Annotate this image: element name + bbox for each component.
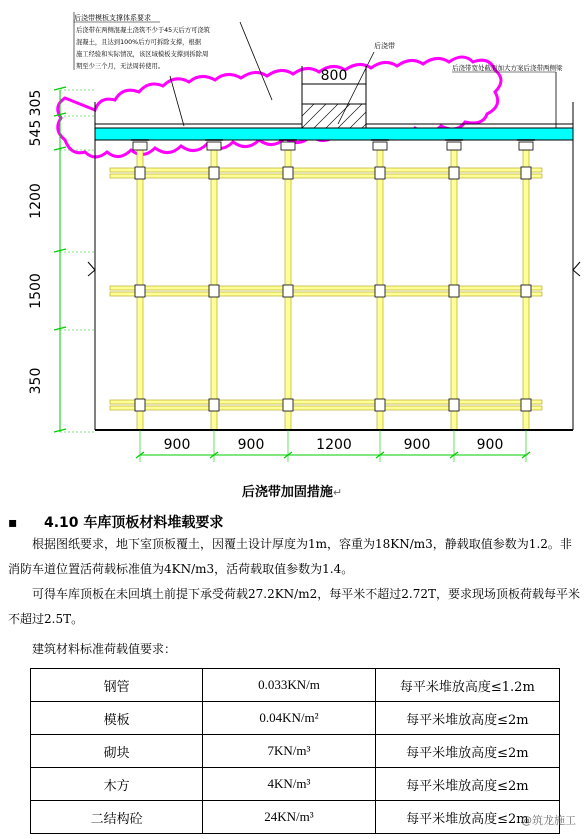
leader-line-2 — [170, 76, 184, 126]
vdim-label: 350 — [28, 367, 44, 395]
load-value-cell: 0.033KN/m — [203, 669, 375, 702]
coupler — [283, 285, 293, 297]
section-number: 4.10 — [44, 515, 79, 531]
coupler — [209, 167, 219, 179]
load-value-cell: 0.04KN/m² — [203, 702, 375, 735]
coupler — [449, 167, 459, 179]
note-line-4: 施工经验和实际情况，该区域模板支撑到拆除周 — [76, 51, 209, 58]
ledger-lower — [110, 406, 542, 410]
table-row — [31, 669, 560, 702]
section-title: 车库顶板材料堆载要求 — [83, 515, 224, 531]
vdim-label: 1500 — [28, 273, 44, 309]
table-row — [31, 768, 560, 801]
revision-cloud — [58, 57, 501, 157]
coupler — [209, 285, 219, 297]
watermark: @筑龙施工 — [521, 814, 576, 827]
vdim-label: 545 — [28, 119, 44, 147]
vdim-label: 305 — [28, 89, 44, 117]
coupler — [449, 285, 459, 297]
coupler — [135, 399, 145, 411]
coupler — [375, 167, 385, 179]
break-mark-right — [573, 262, 580, 276]
vdim-label: 1200 — [28, 183, 44, 219]
material-load-table — [30, 668, 560, 834]
slab — [95, 128, 573, 140]
table-row — [31, 702, 560, 735]
hdim-label: 900 — [163, 437, 191, 453]
prop-head — [281, 142, 295, 150]
note-line-3: 混凝土，且达到100%后方可拆除支撑，根据 — [76, 39, 202, 46]
table-row — [31, 735, 560, 768]
hdim-label: 900 — [403, 437, 431, 453]
material-name-cell: 砌块 — [31, 735, 203, 768]
leader-line-1 — [240, 22, 272, 100]
coupler — [449, 399, 459, 411]
prop-head — [207, 142, 221, 150]
height-limit-cell: 每平米堆放高度≤2m — [375, 735, 559, 768]
coupler — [283, 399, 293, 411]
hdim-label: 900 — [237, 437, 265, 453]
height-limit-cell: 每平米堆放高度≤2m — [375, 801, 559, 834]
coupler — [375, 399, 385, 411]
coupler — [375, 285, 385, 297]
paragraph-3 — [8, 637, 580, 662]
prop-head — [373, 142, 387, 150]
coupler — [135, 285, 145, 297]
note-title: 后浇带模板支撑体系要求 — [74, 14, 151, 22]
horizontal-dimensions — [136, 430, 530, 462]
bullet: ▪ — [8, 515, 18, 531]
height-limit-cell: 每平米堆放高度≤2m — [375, 768, 559, 801]
vdim-tick — [54, 87, 66, 90]
break-mark-left — [88, 262, 95, 276]
prop-head — [447, 142, 461, 150]
coupler — [209, 399, 219, 411]
ledger-lower — [110, 174, 542, 178]
hdim-label: 1200 — [316, 437, 352, 453]
coupler — [521, 399, 531, 411]
paragraph-1: 根据图纸要求，地下室顶板覆土，因覆土设计厚度为1m，容重为18KN/m3，静载取值参数为1.2。非消防车道位置活荷载标准值为4KN/m3，活荷载取值参数为1.4。 — [8, 537, 572, 576]
load-value-cell: 7KN/m³ — [203, 735, 375, 768]
paragraph-2: 可得车库顶板在未回填土前提下承受荷载27.2KN/m2，每平米不超过2.72T，要求现场顶板荷载每平米不超过2.5T。 — [8, 587, 580, 626]
load-value-cell: 24KN/m³ — [203, 801, 375, 834]
load-value-cell: 4KN/m³ — [203, 768, 375, 801]
height-limit-cell: 每平米堆放高度≤1.2m — [375, 669, 559, 702]
ledger-upper — [110, 400, 542, 404]
material-name-cell: 模板 — [31, 702, 203, 735]
prop-head — [133, 142, 147, 150]
note-middle: 后浇带 — [374, 42, 395, 50]
section-heading — [8, 512, 223, 532]
paragraph-3-text: 建筑材料标准荷载值要求： — [32, 642, 177, 656]
material-name-cell: 二结构砼 — [31, 801, 203, 834]
top-dim-label: 800 — [320, 68, 348, 84]
height-limit-cell: 每平米堆放高度≤2m — [375, 702, 559, 735]
ledger-upper — [110, 168, 542, 172]
note-line-2: 后浇带在两侧混凝土浇筑不少于45天后方可浇筑 — [76, 27, 210, 34]
note-right: 后浇带宽处截面加大方案后浇带两侧梁 — [452, 64, 563, 72]
prop-head — [519, 142, 533, 150]
coupler — [521, 167, 531, 179]
figure-caption — [0, 481, 584, 500]
note-line-5: 期至少三个月，无法周转使用。 — [76, 63, 165, 70]
table-row — [31, 801, 560, 834]
material-name-cell: 钢管 — [31, 669, 203, 702]
paragraph-mark: ↵ — [332, 486, 343, 499]
shoring-props — [131, 140, 535, 430]
ledger-upper — [110, 286, 542, 290]
hdim-label: 900 — [476, 437, 504, 453]
ledger-lower — [110, 292, 542, 296]
horizontal-ledgers — [110, 167, 542, 411]
coupler — [135, 167, 145, 179]
material-name-cell: 木方 — [31, 768, 203, 801]
figure-caption-text: 后浇带加固措施 — [241, 485, 333, 500]
coupler — [283, 167, 293, 179]
coupler — [521, 285, 531, 297]
